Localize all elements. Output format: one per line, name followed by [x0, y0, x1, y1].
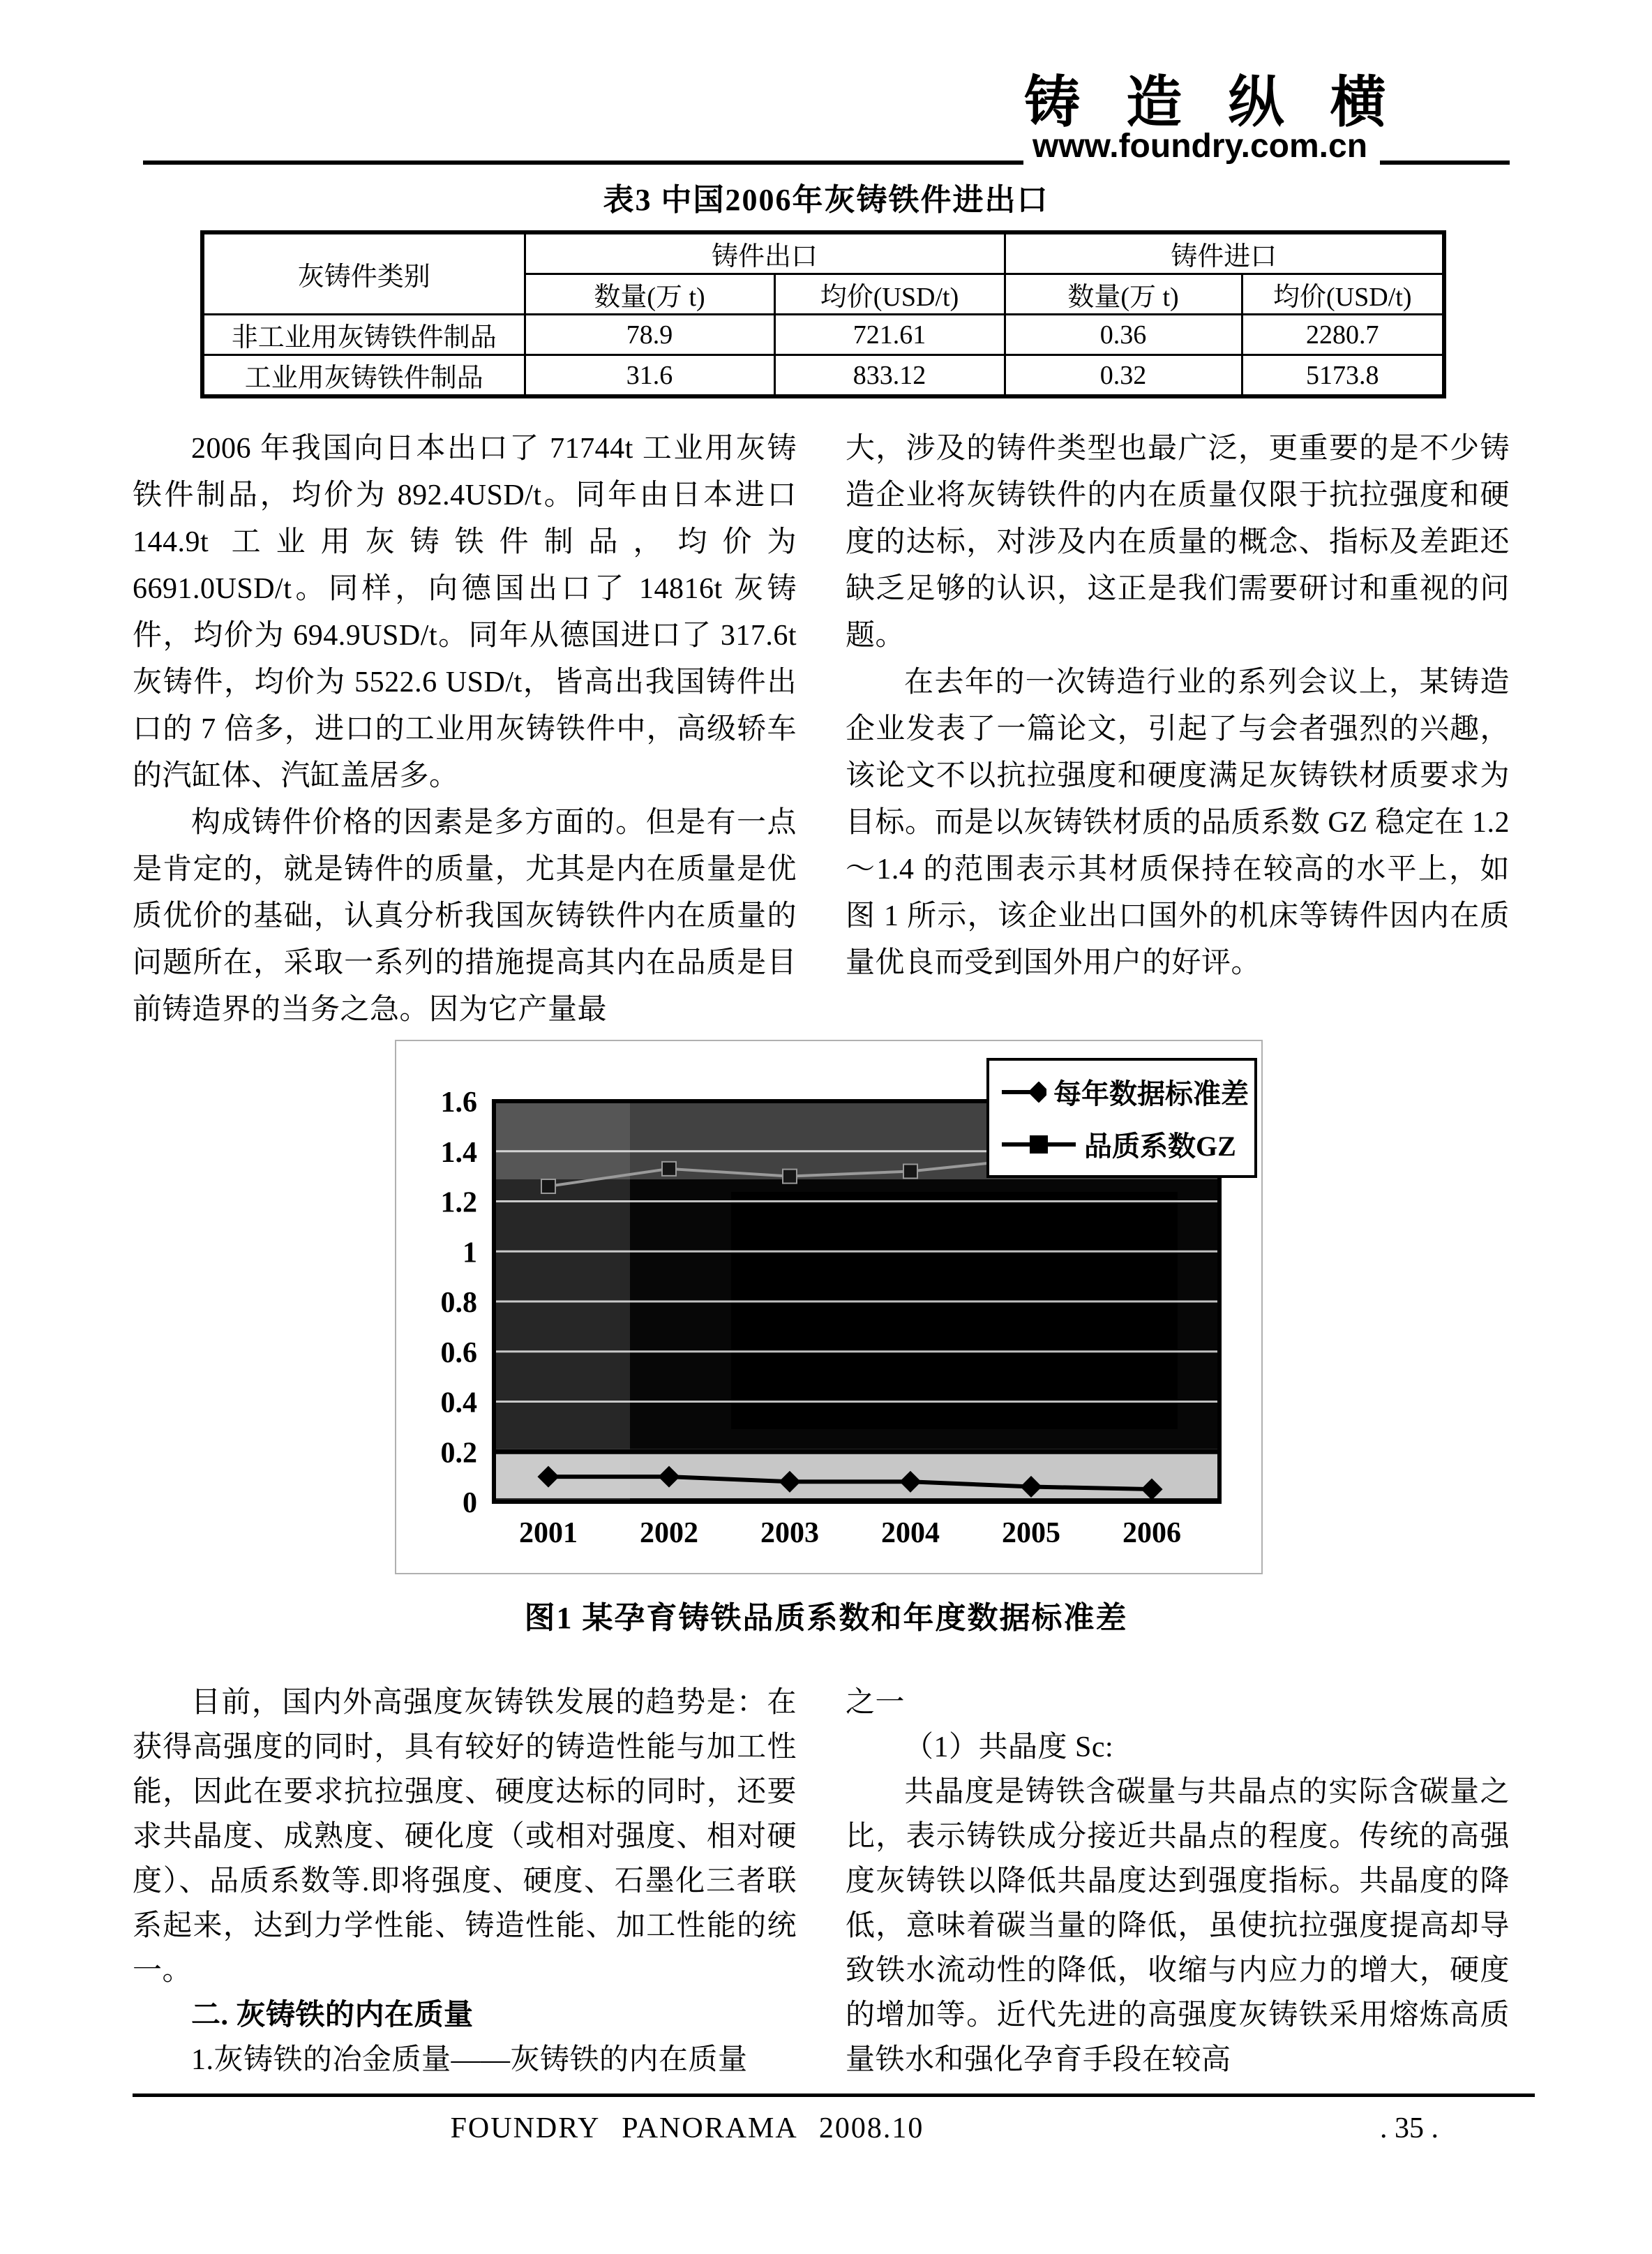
- paragraph: 2006 年我国向日本出口了 71744t 工业用灰铸铁件制品，均价为 892.4USD/t。同年由日本进口 144.9t 工业用灰铸铁件制品，均价为 6691.0USD/t。同样，向德国出口了 14816t 灰铸件，均价为 694.9USD/t。同年从德国进口了 317.6t 灰铸件，均价为 5522.6 USD/t，皆高出我国铸件出口的 7 倍多，进口的工业用灰铸铁件中，高级轿车的汽缸体、汽缸盖居多。: [133, 433, 797, 792]
- cell-export-qty: 31.6: [525, 355, 774, 397]
- page-number: . 35 .: [1380, 2112, 1439, 2144]
- text-column-lower-right: [846, 1680, 1510, 2082]
- text-column-lower-left: [133, 1680, 797, 2082]
- paragraph: 构成铸件价格的因素是多方面的。但是有一点是肯定的，就是铸件的质量，尤其是内在质量是优质优价的基础，认真分析我国灰铸铁件内在质量的问题所在，采取一系列的措施提高其内在品质是目前铸造界的当务之急。因为它产量最: [133, 807, 797, 1026]
- import-export-table: [200, 230, 1446, 398]
- paragraph: 共晶度是铸铁含碳量与共晶点的实际含碳量之比，表示铸铁成分接近共晶点的程度。传统的高强度灰铸铁以降低共晶度达到强度指标。共晶度的降低，意味着碳当量的降低，虽使抗拉强度提高却导致铁水流动性的降低，收缩与内应力的增大，硬度的增加等。近代先进的高强度灰铸铁采用熔炼高质量铁水和强化孕育手段在较高: [846, 1776, 1510, 2076]
- cell-category: 工业用灰铸铁件制品: [202, 355, 525, 397]
- paragraph: 之一: [846, 1687, 906, 1719]
- text-column-upper-left: [133, 426, 797, 1033]
- svg-text:1.6: 1.6: [440, 1087, 477, 1119]
- table-header-import-qty: 数量(万 t): [1005, 274, 1242, 315]
- paragraph: 大，涉及的铸件类型也最广泛，更重要的是不少铸造企业将灰铸铁件的内在质量仅限于抗拉强度和硬度的达标，对涉及内在质量的概念、指标及差距还缺乏足够的认识，这正是我们需要研讨和重视的问题。: [846, 433, 1510, 652]
- cell-import-qty: 0.36: [1005, 315, 1242, 355]
- svg-text:2001: 2001: [519, 1517, 578, 1549]
- legend-item-gz: [1000, 1124, 1249, 1164]
- footer-journal-name: FOUNDRY PANORAMA 2008.10: [450, 2112, 924, 2144]
- cell-import-price: 5173.8: [1242, 355, 1444, 397]
- svg-text:0.8: 0.8: [440, 1287, 477, 1319]
- svg-text:1.4: 1.4: [440, 1136, 477, 1169]
- figure-1-chart: [396, 1041, 1261, 1573]
- table-title: 表3 中国2006年灰铸铁件进出口: [603, 183, 1049, 217]
- journal-logo: 铸 造 纵 横: [1024, 71, 1402, 133]
- subsection-heading: （1）共晶度 Sc:: [904, 1731, 1114, 1763]
- header-rule-left: [143, 161, 1023, 165]
- table-header-import-price: 均价(USD/t): [1242, 274, 1444, 315]
- paragraph: 目前，国内外高强度灰铸铁发展的趋势是：在获得高强度的同时，具有较好的铸造性能与加工性能，因此在要求抗拉强度、硬度达标的同时，还要求共晶度、成熟度、硬化度（或相对强度、相对硬度）、品质系数等.即将强度、硬度、石墨化三者联系起来，达到力学性能、铸造性能、加工性能的统一。: [133, 1687, 797, 1987]
- table-row: [202, 315, 1444, 355]
- table-header-export-qty: 数量(万 t): [525, 274, 774, 315]
- svg-text:1.2: 1.2: [440, 1186, 477, 1219]
- svg-text:0.6: 0.6: [440, 1336, 477, 1369]
- section-heading: 二. 灰铸铁的内在质量: [191, 1999, 474, 2031]
- svg-text:2006: 2006: [1122, 1517, 1181, 1549]
- table-header-export-price: 均价(USD/t): [774, 274, 1005, 315]
- table-header-export-group: 铸件出口: [525, 232, 1005, 274]
- svg-text:2002: 2002: [640, 1517, 698, 1549]
- cell-import-price: 2280.7: [1242, 315, 1444, 355]
- cell-export-qty: 78.9: [525, 315, 774, 355]
- table-header-category: 灰铸件类别: [202, 232, 525, 315]
- legend-item-std: [1000, 1072, 1249, 1112]
- figure-caption: 图1 某孕育铸铁品质系数和年度数据标准差: [524, 1601, 1128, 1635]
- paragraph: 在去年的一次铸造行业的系列会议上，某铸造企业发表了一篇论文，引起了与会者强烈的兴趣，该论文不以抗拉强度和硬度满足灰铸铁材质要求为目标。而是以灰铸铁材质的品质系数 GZ 稳定在 1.2～1.4 的范围表示其材质保持在较高的水平上，如图 1 所示，该企业出口国外的机床等铸件因内在质量优良而受到国外用户的好评。: [846, 666, 1510, 979]
- cell-export-price: 833.12: [774, 355, 1005, 397]
- table-row: [202, 355, 1444, 397]
- svg-text:2004: 2004: [881, 1517, 940, 1549]
- cell-export-price: 721.61: [774, 315, 1005, 355]
- footer-rule: [133, 2093, 1535, 2097]
- subsection-heading: 1.灰铸铁的冶金质量——灰铸铁的内在质量: [191, 2044, 748, 2076]
- cell-import-qty: 0.32: [1005, 355, 1242, 397]
- square-marker-icon: [1000, 1134, 1077, 1155]
- journal-url: www.foundry.com.cn: [1032, 128, 1368, 165]
- cell-category: 非工业用灰铸铁件制品: [202, 315, 525, 355]
- header-rule-right: [1380, 161, 1510, 165]
- svg-text:1: 1: [463, 1237, 477, 1269]
- table-header-import-group: 铸件进口: [1005, 232, 1444, 274]
- svg-text:0.4: 0.4: [440, 1387, 477, 1419]
- legend-label: 每年数据标准差: [1053, 1078, 1249, 1110]
- text-column-upper-right: [846, 426, 1510, 987]
- diamond-marker-icon: [1000, 1082, 1046, 1103]
- svg-text:0.2: 0.2: [440, 1437, 477, 1470]
- chart-legend: [986, 1058, 1257, 1178]
- svg-text:2005: 2005: [1002, 1517, 1060, 1549]
- svg-text:2003: 2003: [760, 1517, 819, 1549]
- svg-text:0: 0: [463, 1487, 477, 1519]
- legend-label: 品质系数GZ: [1084, 1130, 1236, 1162]
